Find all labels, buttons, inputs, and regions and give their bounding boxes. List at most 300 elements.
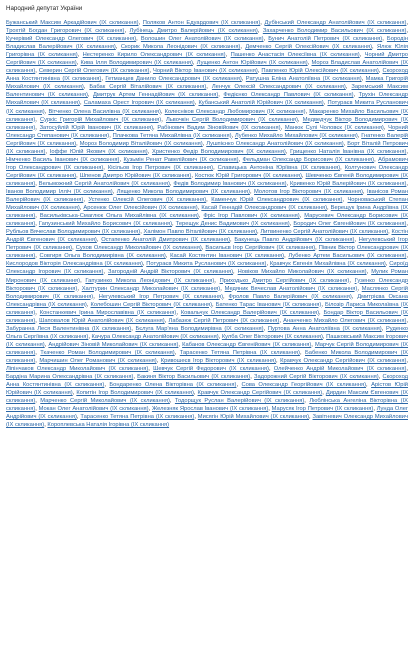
deputy-link[interactable]: Суркіс Григорій Михайлович (IX скликання) (40, 116, 162, 123)
list-separator: , (35, 213, 40, 220)
deputy-link[interactable]: Колтунович Олександр Сергійович (IX скликання) (6, 164, 408, 179)
list-separator: , (361, 76, 366, 83)
deputy-link[interactable]: Шпенов Дмитро Юрійович (IX скликання) (79, 172, 192, 179)
deputy-link[interactable]: Лященко Микола Володимирович (IX скликання) (116, 188, 250, 195)
deputy-link[interactable]: Іванов Володимир Ілліч (IX скликання) (6, 188, 113, 195)
deputy-link[interactable]: Федієнко Олександр Павлович (IX скликання) (223, 92, 354, 99)
deputy-link[interactable]: Гузенко Олександр Вікторович (IX скликання) (6, 277, 409, 292)
deputy-link[interactable]: Сироїд Олександр Ігорович (IX скликання) (6, 261, 408, 276)
list-separator: , (241, 76, 246, 83)
list-separator: , (93, 293, 99, 300)
deputy-link[interactable]: Бондар Віктор Васильович (IX скликання) (6, 309, 408, 324)
list-separator: , (103, 164, 108, 171)
list-separator: , (357, 285, 362, 292)
deputy-link[interactable]: Дмитрук Артем Геннадійович (IX скликання) (93, 92, 219, 99)
deputy-link[interactable]: Верещук Ірина Андріївна (IX скликання) (6, 205, 408, 220)
deputy-link[interactable]: Ялюк Юлія Григорівна (IX скликання) (6, 44, 409, 59)
list-separator: , (76, 140, 80, 147)
deputy-link[interactable]: Халтурин Олександр Миколайович (IX скликання) (81, 285, 221, 292)
deputy-link[interactable]: Лубенко Михайло Михайлович (IX скликання) (234, 132, 358, 139)
deputy-link[interactable]: Захарченко Володимир Васильович (IX скликання) (262, 28, 407, 35)
list-separator: , (147, 148, 153, 155)
list-separator: , (88, 333, 92, 340)
list-separator: , (140, 229, 144, 236)
deputy-link[interactable]: Ткаченко Роман Володимирович (IX скликання) (40, 349, 175, 356)
list-separator: , (378, 374, 383, 381)
deputy-link[interactable]: Скороход Анна Костянтинівна (IX скликання) (6, 68, 408, 83)
list-separator: , (359, 52, 365, 59)
deputy-link[interactable]: Чорний Дмитро Сергійович (IX скликання) (6, 52, 408, 67)
list-separator: , (342, 197, 348, 204)
deputy-link[interactable]: Батенко Тарас Іванович (IX скликання) (215, 301, 322, 308)
list-separator: , (87, 92, 93, 99)
list-separator: , (406, 366, 409, 373)
deputy-link[interactable]: Потураєв Микита Русланович (IX скликання) (6, 100, 409, 115)
list-separator: , (406, 317, 408, 324)
deputy-link[interactable]: Загородній Андрій Вікторович (IX скликання) (108, 269, 234, 276)
deputy-link[interactable]: Пашковський Максим Ігорович (IX скликання) (6, 333, 408, 348)
deputy-link[interactable]: Бабенко Микола Володимирович (IX скликання) (6, 349, 408, 364)
deputy-link[interactable]: Бакунець Павло Андрійович (IX скликання) (234, 237, 355, 244)
list-separator: , (321, 301, 326, 308)
deputy-link[interactable]: Литвиненко Сергій Анатолійович (IX скликання) (260, 229, 389, 236)
list-separator: , (406, 148, 408, 155)
list-separator: , (202, 140, 207, 147)
list-separator: , (354, 237, 359, 244)
list-separator: , (138, 20, 143, 26)
list-separator: , (35, 349, 41, 356)
list-separator: , (297, 116, 303, 123)
list-separator: , (213, 164, 218, 171)
list-separator: , (276, 357, 281, 364)
deputy-link[interactable]: Потураєв Микита Русланович (IX скликання) (146, 261, 267, 268)
list-separator: , (284, 253, 289, 260)
list-separator: , (280, 124, 285, 131)
deputy-link[interactable]: Марусяк Ігор Петрович (IX скликання) (271, 406, 374, 413)
deputy-link[interactable]: Борт Віталій Петрович (IX скликання) (6, 140, 408, 155)
list-separator: , (35, 124, 40, 131)
deputy-link[interactable]: Саламаха Орест Ігорович (IX скликання) (83, 100, 195, 107)
deputy-link[interactable]: Білозір Лариса Миколаївна (IX скликання) (6, 301, 408, 316)
deputy-link[interactable]: Марченко Сергій Миколайович (IX скликання) (40, 398, 170, 405)
list-separator: , (223, 293, 229, 300)
list-separator: , (383, 124, 389, 131)
deputy-link[interactable]: Бородін Владислав Валерійович (IX скликання) (6, 36, 408, 51)
deputy-link[interactable]: Олейченко Андрій Миколайович (IX скликання) (273, 366, 407, 373)
list-separator: , (153, 124, 158, 131)
list-separator: , (340, 164, 345, 171)
deputy-link[interactable]: Поляков Антон Едуардович (IX скликання) (142, 20, 261, 26)
list-separator: , (169, 180, 174, 187)
deputy-link[interactable]: Кучерівий Олександр Олегович (IX скликання) (6, 36, 137, 43)
list-separator: , (374, 156, 379, 163)
deputy-link[interactable]: Трохтій Богдан Григорович (IX скликання) (6, 28, 125, 35)
deputy-link[interactable]: Сухов Олександр Миколайович (IX скликання) (75, 245, 202, 252)
list-separator: , (322, 333, 327, 340)
deputy-link[interactable]: Німченко Василь Іванович (IX скликання) (6, 156, 120, 163)
deputy-link[interactable]: Тарасенко Тетяна Петрівна (IX скликання) (179, 349, 300, 356)
list-separator: , (72, 390, 77, 397)
list-separator: , (136, 36, 141, 43)
list-separator: , (250, 374, 254, 381)
list-separator: , (86, 301, 91, 308)
list-separator: , (268, 366, 274, 373)
deputy-link[interactable]: Кравчук Олександр Сергійович (IX скликання) (197, 390, 323, 397)
deputy-link[interactable]: Фролов Павло Валерійович (IX скликання) (228, 293, 352, 300)
deputy-link[interactable]: Мороз Владислав Анатолійович (IX скликання) (6, 60, 408, 75)
list-separator: , (406, 221, 409, 228)
list-separator: , (305, 108, 310, 115)
list-separator: , (279, 317, 284, 324)
deputy-link[interactable]: Славицька Антоніна Юріївна (IX скликання) (217, 164, 341, 171)
list-separator: , (124, 28, 130, 35)
deputy-link[interactable]: Молотов Ігор Вікторович (IX скликання) (254, 188, 363, 195)
list-separator: , (257, 229, 261, 236)
list-separator: , (378, 68, 383, 75)
list-separator: , (79, 205, 84, 212)
list-separator: , (109, 132, 113, 139)
deputy-link[interactable]: Півник Віктор Олександрович (IX скликання) (6, 245, 409, 260)
list-separator: , (119, 156, 124, 163)
deputy-link[interactable]: Терещук Денис Вадимович (IX скликання) (175, 221, 290, 228)
deputy-link[interactable]: Пашенко Анастасія Олексіївна (IX скликання) (230, 52, 360, 59)
list-separator: , (83, 197, 89, 204)
list-separator: , (197, 205, 202, 212)
list-separator: , (263, 325, 268, 332)
list-separator: , (218, 333, 222, 340)
deputy-link[interactable]: Колебошин Сергій Вікторович (IX скликання) (90, 301, 213, 308)
list-separator: , (35, 180, 39, 187)
deputy-link[interactable]: Короплевська Наталія Ігорівна (IX скликання) (47, 422, 170, 429)
list-separator: , (80, 277, 86, 284)
deputy-link[interactable]: Львочкін Сергій Володимирович (IX скликання) (165, 116, 298, 123)
deputy-link[interactable]: Задорожний Сергій Вікторович (IX скликання) (254, 374, 379, 381)
list-separator: , (45, 148, 50, 155)
list-separator: , (388, 229, 392, 236)
deputy-link[interactable]: Лубенко Артем Васильович (IX скликання) (288, 253, 407, 260)
deputy-link[interactable]: Лунда Олег Андрійович (IX скликання) (6, 406, 408, 421)
list-separator: , (193, 390, 198, 397)
deputy-link[interactable]: Лушпієнко Олександр Анатолійович (IX скликання) (206, 140, 344, 147)
list-separator: , (322, 390, 326, 397)
deputy-link[interactable]: Бардіна Марина Олександрівна (IX скликання) (6, 374, 134, 381)
list-separator: , (101, 76, 106, 83)
list-separator: , (35, 357, 40, 364)
deputy-link[interactable]: Мокан Олег Анатолійович (IX скликання) (38, 406, 149, 413)
deputy-link[interactable]: Нестеренко Кирило Олександрович (IX скликання) (82, 52, 226, 59)
deputy-link[interactable]: Арсенюк Олег Олексійович (IX скликання) (83, 205, 198, 212)
list-separator: , (299, 349, 305, 356)
list-separator: , (76, 60, 81, 67)
list-separator: , (194, 100, 199, 107)
list-separator: , (35, 221, 39, 228)
deputy-link[interactable]: Приходько Дмитро Сергійович (IX скликання) (219, 277, 350, 284)
list-separator: , (381, 325, 386, 332)
page-title: Народний депутат України (6, 5, 83, 12)
deputy-link[interactable]: Бородич Олег Євгенійович (IX скликання) (293, 221, 407, 228)
deputy-link[interactable]: Марчишин Олег Романович (IX скликання) (39, 357, 157, 364)
deputy-link[interactable]: Марусевич Олександр Борисович (IX скликання) (6, 213, 408, 228)
deputy-link[interactable]: Бєлуга Мар'яна Володимирівна (IX скликання) (135, 325, 264, 332)
deputy-link[interactable]: Копитін Ігор Володимирович (IX скликання) (76, 390, 194, 397)
deputy-link[interactable]: Грищенко Наталія Іванівна (IX скликання) (290, 148, 407, 155)
deputy-link[interactable]: Касай Костянтин Іванович (IX скликання) (170, 253, 285, 260)
list-separator: , (301, 172, 306, 179)
deputy-link[interactable]: Васильківська-Смаглюк Ольга Михайлівна (IX скликання) (39, 213, 199, 220)
deputy-link[interactable]: Халімон Павло Віталійович (IX скликання) (143, 229, 258, 236)
list-separator: , (406, 253, 409, 260)
list-separator: , (373, 406, 377, 413)
deputy-link[interactable]: Тодорщук Руслан Валерійович (IX скликання) (174, 398, 305, 405)
deputy-link[interactable]: Вельможний Сергій Анатолійович (IX скликання) (38, 180, 170, 187)
deputy-link[interactable]: Лущенко Антон Юрійович (IX скликання) (196, 60, 308, 67)
deputy-link[interactable]: Дирдин Максим Євгенович (IX скликання) (6, 390, 408, 405)
list-separator: , (349, 277, 355, 284)
list-separator: , (35, 317, 40, 324)
deputy-link[interactable]: Лубінець Дмитро Валерійович (IX скликання) (129, 28, 258, 35)
list-separator: , (76, 172, 80, 179)
deputy-link[interactable]: Гнатенко Валерій Сергійович (IX скликання) (6, 132, 409, 147)
deputy-link[interactable]: Шевчук Сергій Федорович (IX скликання) (153, 366, 269, 373)
deputy-link[interactable]: Ленчук Олексій Олександрович (IX скликання) (211, 84, 346, 91)
deputy-link[interactable]: Демченко Сергій Олексійович (IX скликання) (245, 44, 373, 51)
deputy-link[interactable]: Совгиря Ольга Володимирівна (IX скликання) (39, 253, 166, 260)
deputy-link[interactable]: Іванісов Роман Валерійович (IX скликання) (6, 188, 409, 204)
deputy-link[interactable]: Северин Сергій Олегович (IX скликання) (38, 68, 150, 75)
list-separator: , (289, 221, 294, 228)
deputy-link[interactable]: Кубанський Анатолій Юрійович (IX скликання) (198, 100, 324, 107)
deputy-link[interactable]: Арістов Юрій Юрійович (IX скликання) (6, 382, 408, 397)
deputy-link[interactable]: Чорний Олександр Степанович (IX скликання) (6, 124, 408, 139)
deputy-link[interactable]: Бакиня Віктор Васильович (IX скликання) (137, 374, 251, 381)
deputy-link[interactable]: Люблінська Ангеліна Вікторівна (IX скликання) (6, 398, 408, 413)
list-separator: , (319, 309, 324, 316)
deputy-link[interactable]: Костін Андрій Євгенович (IX скликання) (6, 229, 408, 244)
deputy-link[interactable]: Мороз Володимир Віталійович (IX скликання) (79, 140, 203, 147)
list-separator: , (148, 406, 152, 413)
deputy-link[interactable]: Кива Ілля Володимирович (IX скликання) (80, 60, 193, 67)
deputy-link[interactable]: Пуртова Анна Анатоліївна (IX скликання) (267, 325, 382, 332)
deputy-link[interactable]: Шевченко Євгеній Володимирович (IX скликання) (6, 172, 408, 187)
deputy-link[interactable]: Кулба Олег Вікторович (IX скликання) (221, 333, 323, 340)
deputy-link[interactable]: Касай Геннадій Олександрович (IX скликання) (201, 205, 328, 212)
list-separator: , (214, 277, 220, 284)
list-separator: , (161, 116, 166, 123)
deputy-link[interactable]: Скорик Микола Леонідович (IX скликання) (120, 44, 241, 51)
deputy-link[interactable]: Каменчук Юрій Олександрович (IX скликання) (211, 197, 343, 204)
list-separator: , (345, 84, 352, 91)
deputy-link[interactable]: Бунич Анатолій Петрович (IX скликання) (268, 36, 383, 43)
deputy-link[interactable]: Констанкевич Ірина Мирославівна (IX скликання) (39, 309, 177, 316)
deputy-link[interactable]: Павленко Юрій Олексійович (IX скликання) (261, 68, 379, 75)
deputy-link[interactable]: Макаренко Михайло Васильович (IX скликання) (6, 108, 408, 123)
list-separator: , (148, 366, 154, 373)
list-separator: , (133, 374, 138, 381)
list-separator: , (309, 414, 313, 421)
deputy-link[interactable]: Кузьмін Ренат Равелійович (IX скликання) (123, 156, 239, 163)
list-separator: , (353, 92, 359, 99)
list-separator: , (112, 188, 117, 195)
list-separator: , (236, 382, 242, 389)
deputy-link[interactable]: Рабінович Вадим Зіновійович (IX скликання) (157, 124, 281, 131)
deputy-link[interactable]: Качура Олександр Анатолійович (IX скликання) (91, 333, 219, 340)
list-separator: , (268, 406, 272, 413)
deputy-link[interactable]: Кабанов Олександр Євгенійович (IX скликання) (182, 341, 312, 348)
deputy-link[interactable]: Забуранна Леся Валентинівна (IX скликання) (6, 325, 132, 332)
list-separator: , (77, 52, 83, 59)
list-separator: , (142, 261, 147, 268)
deputy-link[interactable]: Дубінський Олександр Анатолійович (IX скликання) (264, 20, 407, 26)
list-separator: , (77, 285, 82, 292)
deputy-link[interactable]: Федів Володимир Іванович (IX скликання) (173, 180, 287, 187)
deputy-link[interactable]: Медяник Вячеслав Анатолійович (IX скликання) (224, 285, 358, 292)
deputy-link[interactable]: Руденко Ольга Сергіївна (IX скликання) (6, 325, 408, 340)
list-separator: , (206, 197, 212, 204)
deputy-link[interactable]: Вітченко Олена Василівна (IX скликання) (48, 108, 161, 115)
deputy-link[interactable]: Бужанський Максим Аркадійович (IX скликання) (6, 20, 139, 26)
list-separator: , (83, 84, 90, 91)
list-separator: , (357, 132, 362, 139)
list-separator: , (299, 213, 305, 220)
list-separator: , (257, 28, 263, 35)
list-separator: , (192, 60, 197, 67)
list-separator: , (266, 261, 270, 268)
list-separator: , (406, 180, 408, 187)
list-separator: , (218, 92, 224, 99)
list-separator: , (72, 245, 76, 252)
list-separator: , (174, 349, 180, 356)
list-separator: , (35, 253, 40, 260)
deputy-link[interactable]: Медведчук Віктор Володимирович (IX скликання) (6, 116, 409, 131)
deputy-link[interactable]: Шаповалов Юрій Анатолійович (IX скликання) (39, 317, 165, 324)
deputy-link[interactable]: Іоффе Юлій Якович (IX скликання) (49, 148, 148, 155)
deputy-link[interactable]: Ковальчук Олександр Валерійович (IX скликання) (180, 309, 320, 316)
list-separator: , (160, 108, 165, 115)
deputy-link[interactable]: Кривенко Юрій Валерійович (IX скликання) (290, 180, 407, 187)
deputy-link[interactable]: Завітневич Олександр Михайлович (IX скликання) (6, 414, 408, 429)
list-separator: , (304, 398, 310, 405)
deputy-link[interactable]: Устенко Олексій Олегович (IX скликання) (88, 197, 207, 204)
deputy-link[interactable]: Костюк Юрій Григорович (IX скликання) (194, 172, 302, 179)
deputy-link[interactable]: Кривошеєв Ігор Вікторович (IX скликання) (160, 357, 277, 364)
deputy-link[interactable]: Тарасенко Тетяна Петрівна (IX скликання) (80, 414, 195, 421)
list-separator: , (238, 156, 243, 163)
deputy-link[interactable]: Бондаренко Олена Вікторівна (IX скликання) (109, 382, 237, 389)
deputy-link[interactable]: Негулевський Ігор Петрович (IX скликання) (6, 237, 409, 252)
list-separator: , (115, 44, 121, 51)
deputy-link[interactable]: Дмитрієва Оксана Олександрівна (IX скликання) (6, 293, 408, 308)
deputy-link[interactable]: Ратушна Еліна Анатоліївна (IX скликання) (245, 76, 362, 83)
deputy-link[interactable]: Чорний Віктор Іванович (IX скликання) (153, 68, 258, 75)
deputy-list (6, 19, 408, 429)
deputy-link[interactable]: Кравчук Олександр Сергійович (IX скликання) (280, 357, 407, 364)
deputy-link[interactable]: Ананченко Михайло Олегович (IX скликання) (283, 317, 407, 324)
deputy-link[interactable]: Колесніков Олександр Любомирович (IX скликання) (164, 108, 306, 115)
deputy-link[interactable]: Рубльов Вячеслав Володимирович (IX скликання) (6, 229, 141, 236)
deputy-link[interactable]: Абрамович Ігор Олександрович (IX скликання) (6, 156, 409, 171)
deputy-link[interactable]: Мисягін Юрій Михайлович (IX скликання) (197, 414, 310, 421)
deputy-link[interactable]: Плачкова Тетяна Михайлівна (IX скликання) (112, 132, 232, 139)
list-separator: , (406, 357, 408, 364)
list-separator: , (176, 309, 181, 316)
list-separator: , (172, 221, 176, 228)
list-separator: , (178, 341, 183, 348)
deputy-link[interactable]: Железняк Ярослав Іванович (IX скликання) (151, 406, 269, 413)
list-separator: , (263, 36, 269, 43)
list-separator: , (385, 261, 390, 268)
list-separator: , (406, 28, 408, 35)
list-separator: , (169, 398, 175, 405)
list-separator: , (260, 20, 265, 26)
list-separator: , (198, 213, 204, 220)
list-separator: , (201, 245, 206, 252)
list-separator: , (194, 414, 198, 421)
deputy-link[interactable]: Гапузинський Михайло Борисович (IX скликання) (38, 221, 173, 228)
list-separator: , (240, 44, 246, 51)
deputy-link[interactable]: Кісільов Ігор Петрович (IX скликання) (107, 164, 214, 171)
list-separator: , (131, 325, 136, 332)
deputy-link[interactable]: Кравчук Євгенія Михайлівна (IX скликання) (269, 261, 386, 268)
list-separator: , (323, 100, 328, 107)
list-separator: , (257, 68, 262, 75)
deputy-link[interactable]: Маслянко Сергій Володимирович (IX скликання) (6, 285, 409, 300)
deputy-link[interactable]: Новіков Михайло Миколайович (IX скликання) (237, 269, 367, 276)
deputy-link[interactable]: Кислородов Вікторія Олександрівна (IX скликання) (6, 261, 143, 268)
deputy-link[interactable]: Лабазюк Сергій Петрович (IX скликання) (168, 317, 280, 324)
list-separator: , (362, 188, 367, 195)
list-separator: , (382, 36, 387, 43)
list-separator: , (286, 180, 291, 187)
deputy-link[interactable]: Негулевський Ігор Петрович (IX скликання) (98, 293, 223, 300)
list-separator: , (372, 44, 378, 51)
deputy-link[interactable]: Ліпінчаков Олександр Миколайович (IX скликання) (6, 366, 149, 373)
list-separator: , (315, 245, 319, 252)
deputy-link[interactable]: Сова Олександр Георгійович (IX скликання) (241, 382, 367, 389)
list-separator: , (212, 301, 216, 308)
list-separator: , (225, 52, 231, 59)
list-separator: , (35, 398, 41, 405)
deputy-link[interactable]: Христенко Федір Володимирович (IX скликання) (152, 148, 286, 155)
deputy-link[interactable]: Чорноваський Степан Михайлович (IX скликання) (6, 197, 408, 212)
deputy-link[interactable]: Андрійович Зіновій Миколайович (IX скликання) (48, 341, 179, 348)
deputy-link[interactable]: Фріс Ігор Павлович (IX скликання) (203, 213, 300, 220)
list-separator: , (233, 269, 238, 276)
deputy-link[interactable]: Остапенко Анатолій Дмитрович (IX скликання) (101, 237, 231, 244)
list-separator: , (249, 188, 255, 195)
list-separator: , (206, 84, 212, 91)
list-separator: , (76, 414, 81, 421)
list-separator: , (104, 382, 110, 389)
deputy-link[interactable]: Манюк Сулі Чоловєк (IX скликання) (284, 124, 384, 131)
deputy-link[interactable]: Бабак Сергій Віталійович (IX скликання) (89, 84, 207, 91)
deputy-link[interactable]: Волошин Олег Анатолійович (IX скликання) (140, 36, 264, 43)
deputy-link[interactable]: Затосуйлій Юрій Іванович (IX скликання) (39, 124, 154, 131)
deputy-link[interactable]: Скороход Анна Костянтинівна (IX скликання) (6, 374, 408, 389)
deputy-link[interactable]: Мамка Григорій Михайлович (IX скликання) (6, 76, 408, 91)
deputy-link[interactable]: Гетманцев Данило Олександрович (IX скликання) (105, 76, 242, 83)
list-separator: , (230, 237, 235, 244)
deputy-link[interactable]: Трухін Олександр Михайлович (IX скликання) (6, 92, 409, 107)
deputy-link[interactable]: Заремський Максим Валентинович (IX скликання) (6, 84, 408, 99)
deputy-link[interactable]: Васильєв Ігор Сергійович (IX скликання) (205, 245, 316, 252)
list-separator: , (191, 172, 195, 179)
list-separator: , (44, 108, 49, 115)
deputy-link[interactable]: Фельдман Олександр Борисович (IX скликання) (242, 156, 375, 163)
list-separator: , (156, 357, 161, 364)
deputy-link[interactable]: Гапузинко Микола Леонідович (IX скликання) (85, 277, 215, 284)
deputy-link[interactable]: Марчук Сергій Володимирович (IX скликання) (6, 341, 409, 356)
deputy-link[interactable]: Мулик Роман Миронович (IX скликання) (6, 269, 409, 284)
